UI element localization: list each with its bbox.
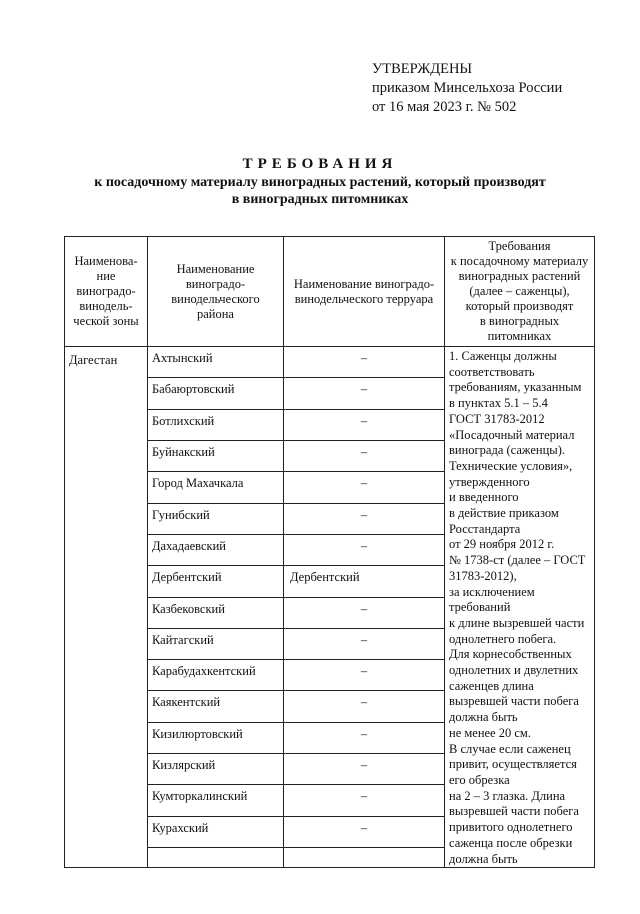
district-cell: Ботлихский xyxy=(148,409,284,440)
requirements-line: В случае если саженец xyxy=(449,741,571,756)
district-cell: Буйнакский xyxy=(148,440,284,471)
header-requirements-line: виноградных растений xyxy=(458,269,581,283)
requirements-line: требований xyxy=(449,600,511,615)
approval-block xyxy=(372,60,562,117)
header-zone-line: Наименова- xyxy=(74,254,138,268)
table-body xyxy=(65,347,595,868)
requirements-line: Для корнесобственных xyxy=(449,647,572,662)
requirements-line: однолетних и двулетних xyxy=(449,663,579,678)
requirements-line: за исключением xyxy=(449,584,535,599)
title-main: ТРЕБОВАНИЯ xyxy=(242,156,398,172)
requirements-cell xyxy=(445,347,595,868)
header-district xyxy=(148,237,284,347)
district-cell: Гунибский xyxy=(148,503,284,534)
terroir-cell: – xyxy=(284,816,445,847)
requirements-line: винограда (саженцы). xyxy=(449,443,565,458)
terroir-cell: – xyxy=(284,409,445,440)
header-requirements-line: питомниках xyxy=(487,329,552,343)
terroir-cell: Дербентский xyxy=(284,566,445,597)
header-terroir-line: винодельческого терруара xyxy=(294,291,434,306)
terroir-cell: – xyxy=(284,472,445,503)
district-cell: Ахтынский xyxy=(148,347,284,378)
requirements-line: 1. Саженцы должны xyxy=(449,349,557,363)
requirements-line: требованиям, указанным xyxy=(449,380,582,395)
header-requirements-line: Требования xyxy=(488,239,551,253)
header-zone xyxy=(65,237,148,347)
terroir-cell: – xyxy=(284,628,445,659)
requirements-line: в действие приказом xyxy=(449,506,559,521)
requirements-line: ГОСТ 31783-2012 xyxy=(449,411,545,426)
requirements-line: привит, осуществляется xyxy=(449,757,577,772)
header-zone-line: ческой зоны xyxy=(73,314,139,328)
requirements-line: привитого однолетнего xyxy=(449,820,573,835)
header-requirements xyxy=(445,237,595,347)
terroir-cell: – xyxy=(284,597,445,628)
requirements-line: на 2 – 3 глазка. Длина xyxy=(449,788,566,803)
district-cell: Дахадаевский xyxy=(148,534,284,565)
terroir-cell: – xyxy=(284,660,445,691)
approval-date: от 16 мая 2023 г. № 502 xyxy=(372,99,517,115)
header-zone-line: виноградо- xyxy=(76,284,136,298)
header-requirements-line: который производят xyxy=(465,299,574,313)
requirements-line: не менее 20 см. xyxy=(449,725,531,740)
district-cell: Курахский xyxy=(148,816,284,847)
requirements-line: к длине вызревшей части xyxy=(449,615,585,630)
header-requirements-line: (далее – саженцы), xyxy=(469,284,570,298)
title-sub-line-2: в виноградных питомниках xyxy=(231,192,409,207)
terroir-cell: – xyxy=(284,503,445,534)
district-cell: Кизлярский xyxy=(148,754,284,785)
requirements-line: должна быть xyxy=(449,851,518,866)
header-district-line: виноградо- xyxy=(185,276,246,291)
requirements-line: саженцев длина xyxy=(449,678,534,693)
district-cell: Кайтагский xyxy=(148,628,284,659)
district-filler xyxy=(148,848,284,868)
requirements-line: Технические условия», xyxy=(449,458,573,473)
requirements-line: вызревшей части побега xyxy=(449,694,579,709)
requirements-line: утвержденного xyxy=(449,474,530,489)
header-requirements-line: в виноградных xyxy=(479,314,560,328)
document-title xyxy=(0,154,640,208)
district-cell: Город Махачкала xyxy=(148,472,284,503)
requirements-line: однолетнего побега. xyxy=(449,631,557,646)
terroir-cell: – xyxy=(284,440,445,471)
header-requirements-line: к посадочному материалу xyxy=(450,254,589,268)
district-cell: Каякентский xyxy=(148,691,284,722)
requirements-line: его обрезка xyxy=(449,772,510,787)
requirements-line: в пунктах 5.1 – 5.4 xyxy=(449,396,548,411)
requirements-line: «Посадочный материал xyxy=(449,427,575,442)
header-terroir-line: Наименование виноградо- xyxy=(293,276,435,291)
requirements-line: Росстандарта xyxy=(449,521,521,536)
requirements-line: вызревшей части побега xyxy=(449,804,579,819)
district-cell: Дербентский xyxy=(148,566,284,597)
terroir-cell: – xyxy=(284,785,445,816)
terroir-cell: – xyxy=(284,534,445,565)
approval-order: приказом Минсельхоза России xyxy=(372,80,563,96)
district-cell: Казбековский xyxy=(148,597,284,628)
district-cell: Карабудахкентский xyxy=(148,660,284,691)
terroir-cell: – xyxy=(284,691,445,722)
title-sub-line-1: к посадочному материалу виноградных растений, который производят xyxy=(94,175,546,190)
table-row xyxy=(65,347,595,378)
requirements-line: от 29 ноября 2012 г. xyxy=(449,537,555,552)
requirements-line: должна быть xyxy=(449,710,518,725)
header-zone-line: ние xyxy=(96,269,116,283)
requirements-line: и введенного xyxy=(449,490,519,505)
header-zone-line: винодель- xyxy=(79,299,133,313)
terroir-cell: – xyxy=(284,378,445,409)
district-cell: Кизилюртовский xyxy=(148,722,284,753)
terroir-cell: – xyxy=(284,754,445,785)
requirements-line: № 1738-ст (далее – ГОСТ xyxy=(449,553,586,568)
terroir-cell: – xyxy=(284,722,445,753)
terroir-filler xyxy=(284,848,445,868)
header-district-line: района xyxy=(197,306,234,321)
requirements-line: саженца после обрезки xyxy=(449,835,573,850)
requirements-table xyxy=(64,236,595,868)
table-header-row xyxy=(65,237,595,347)
district-cell: Бабаюртовский xyxy=(148,378,284,409)
zone-cell: Дагестан xyxy=(65,347,148,868)
approval-heading: УТВЕРЖДЕНЫ xyxy=(372,61,473,77)
requirements-line: соответствовать xyxy=(449,364,535,379)
district-cell: Кумторкалинский xyxy=(148,785,284,816)
header-district-line: винодельческого xyxy=(171,291,260,306)
header-district-line: Наименование xyxy=(176,261,255,276)
header-terroir xyxy=(284,237,445,347)
requirements-line: 31783-2012), xyxy=(449,568,517,583)
terroir-cell: – xyxy=(284,347,445,378)
